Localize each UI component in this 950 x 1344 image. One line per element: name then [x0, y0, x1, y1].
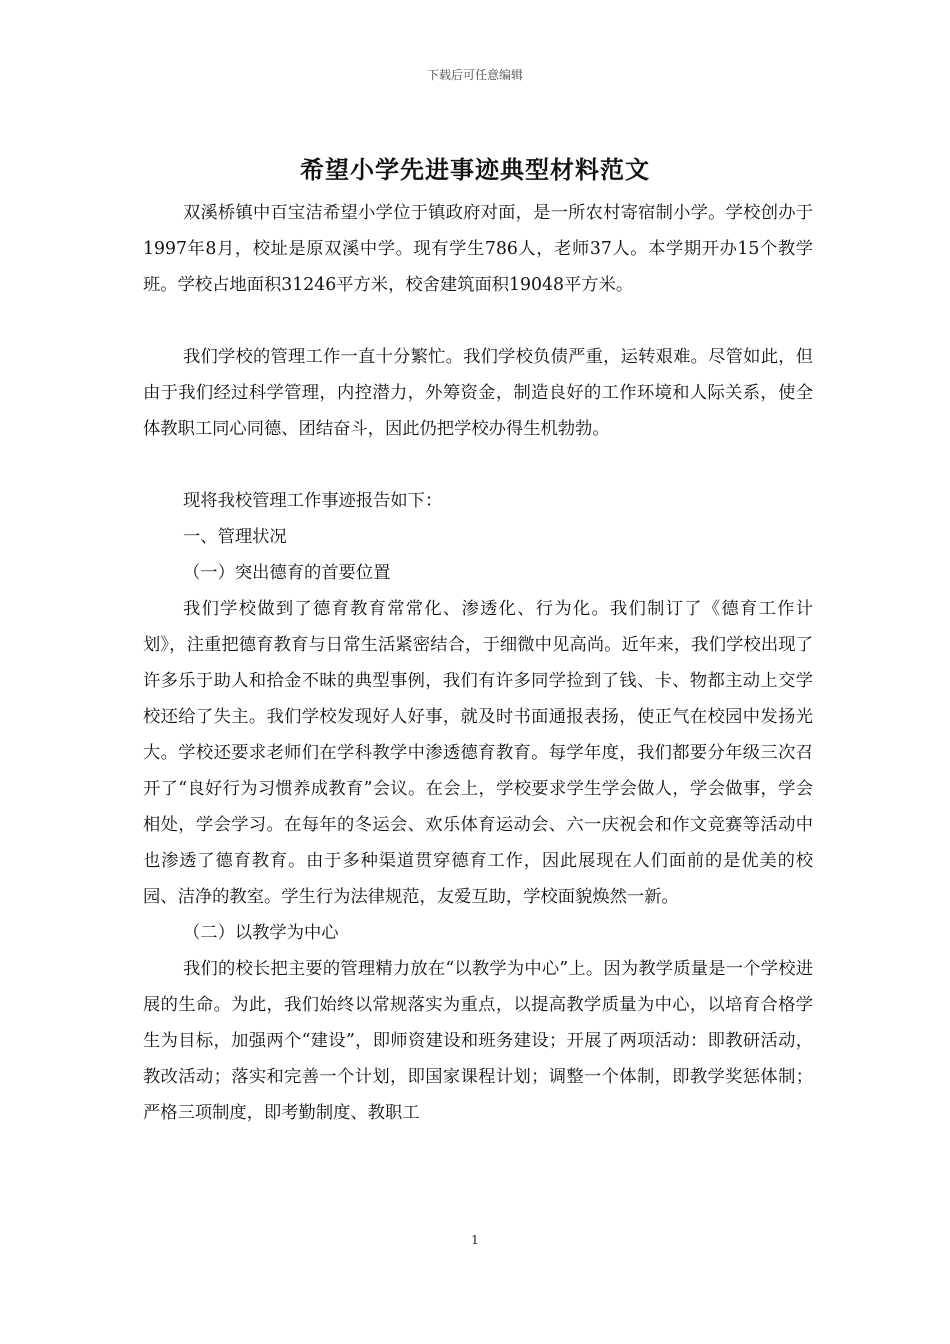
paragraph-moral-education: 我们学校做到了德育教育常常化、渗透化、行为化。我们制订了《德育工作计划》，注重把德育教育与日常生活紧密结合，于细微中见高尚。近年来，我们学校出现了许多乐于助人和拾金不昧的典型事例，我们有许多同学捡到了钱、卡、物都主动上交学校还给了失主。我们学校发现好人好事，就及时书面通报表扬，使正气在校园中发扬光大。学校还要求老师们在学科教学中渗透德育教育。每学年度，我们都要分年级三次召开了“良好行为习惯养成教育”会议。在会上，学校要求学生学会做人，学会做事，学会相处，学会学习。在每年的冬运会、欢乐体育运动会、六一庆祝会和作文竞赛等活动中也渗透了德育教育。由于多种渠道贯穿德育工作，因此展现在人们面前的是优美的校园、洁净的教室。学生行为法律规范，友爱互助，学校面貌焕然一新。 [143, 599, 813, 907]
paragraph-report-intro: 现将我校管理工作事迹报告如下： [183, 491, 443, 511]
subsection-heading-2: （二）以教学为中心 [183, 923, 339, 943]
subsection-heading-1: （一）突出德育的首要位置 [183, 563, 391, 583]
page-number: 1 [471, 1233, 479, 1247]
paragraph-teaching-center: 我们的校长把主要的管理精力放在“以教学为中心”上。因为教学质量是一个学校进展的生命。为此，我们始终以常规落实为重点，以提高教学质量为中心，以培育合格学生为目标，加强两个“建设”，即师资建设和班务建设；开展了两项活动：即教研活动，教改活动；落实和完善一个计划，即国家课程计划；调整一个体制，即教学奖惩体制；严格三项制度，即考勤制度、教职工 [143, 959, 813, 1123]
section-heading-1: 一、管理状况 [183, 527, 287, 547]
paragraph-school-intro: 双溪桥镇中百宝洁希望小学位于镇政府对面，是一所农村寄宿制小学。学校创办于1997年8月，校址是原双溪中学。现有学生786人，老师37人。本学期开办15个教学班。学校占地面积31246平方米，校舍建筑面积19048平方米。 [143, 203, 813, 295]
paragraph-management-overview: 我们学校的管理工作一直十分繁忙。我们学校负债严重，运转艰难。尽管如此，但由于我们经过科学管理，内控潜力，外筹资金，制造良好的工作环境和人际关系，使全体教职工同心同德、团结奋斗，因此仍把学校办得生机勃勃。 [143, 347, 813, 439]
paragraph-gap [143, 447, 813, 483]
document-body [143, 195, 813, 1131]
document-title: 希望小学先进事迹典型材料范文 [300, 155, 650, 184]
page-header-note: 下载后可任意编辑 [426, 68, 523, 82]
paragraph-gap [143, 303, 813, 339]
